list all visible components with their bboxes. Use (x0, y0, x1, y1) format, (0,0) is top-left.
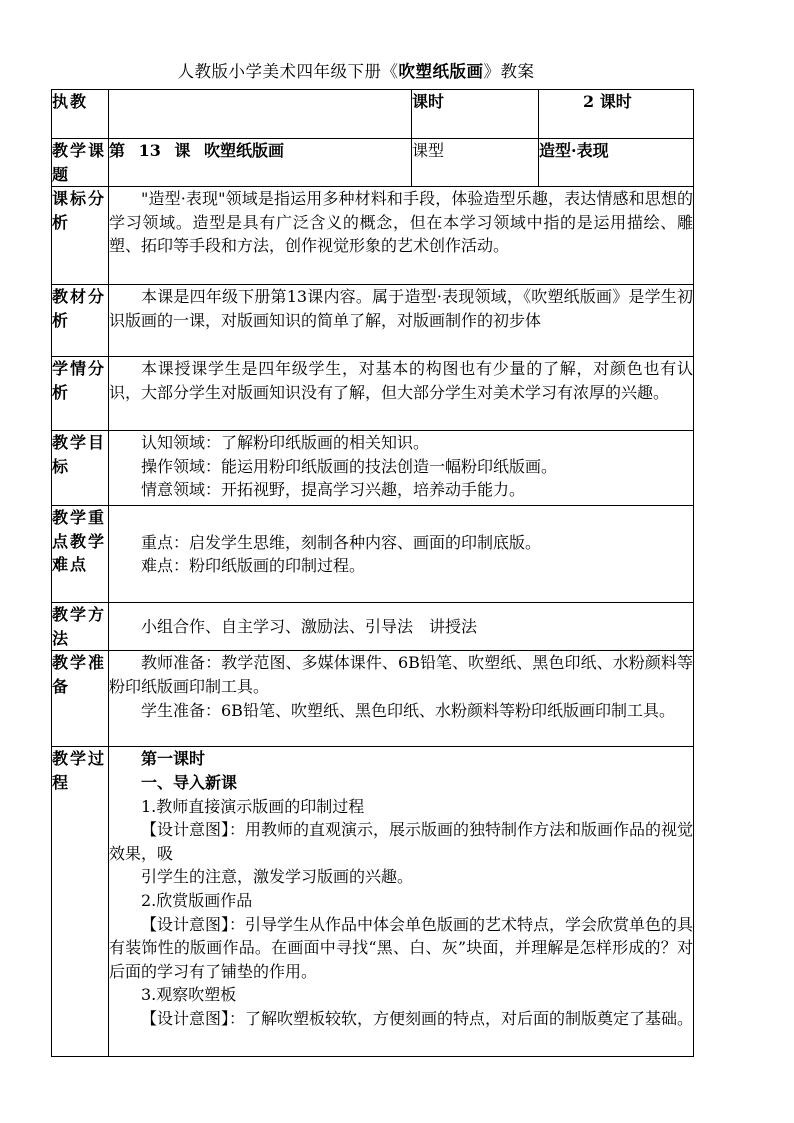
label-material: 教材分析 (52, 285, 109, 357)
row-topic (52, 139, 694, 187)
material-cell (109, 285, 694, 357)
topic-value: 第 13 课 吹塑纸版画 (109, 139, 412, 187)
standard-text: "造型·表现"领域是指运用多种材料和手段，体验造型乐趣，表达情感和思想的学习领域。造型是具有广泛含义的概念，但在本学习领域中指的是运用描绘、雕塑、拓印等手段和方法，创作视觉形象的艺术创作活动。 (109, 189, 693, 256)
label-prep: 教学准备 (52, 651, 109, 747)
label-topic: 教学课题 (52, 139, 109, 187)
prep-teacher: 教师准备：教学范图、多媒体课件、6B铅笔、吹塑纸、黑色印纸、水粉颜料等粉印纸版画印制工具。 (109, 653, 693, 696)
lesson-plan-table (51, 89, 694, 1057)
process-item-1: 1.教师直接演示版画的印制过程 (141, 796, 365, 816)
goal-affective: 情意领域：开拓视野，提高学习兴趣，培养动手能力。 (141, 480, 526, 500)
document-title (0, 58, 712, 82)
title-suffix: 》教案 (483, 62, 535, 81)
title-lesson: 吹塑纸版画 (398, 62, 484, 81)
goal-cognitive: 认知领域：了解粉印纸版画的相关知识。 (141, 433, 430, 453)
keypoint-focus: 重点：启发学生思维，刻制各种内容、画面的印制底版。 (141, 532, 542, 552)
label-student: 学情分析 (52, 357, 109, 431)
label-keypoints: 教学重点教学难点 (52, 506, 109, 603)
label-standard: 课标分析 (52, 187, 109, 285)
process-section-intro: 一、导入新课 (141, 772, 238, 792)
row-standard (52, 187, 694, 285)
goal-operation: 操作领域：能运用粉印纸版画的技法创造一幅粉印纸版画。 (141, 456, 558, 476)
student-cell (109, 357, 694, 431)
row-process (52, 747, 694, 1057)
row-teacher (52, 90, 694, 139)
student-text: 本课授课学生是四年级学生，对基本的构图也有少量的了解，对颜色也有认识，大部分学生对版画知识没有了解，但大部分学生对美术学习有浓厚的兴趣。 (109, 359, 693, 402)
label-goals: 教学目标 (52, 431, 109, 506)
row-material (52, 285, 694, 357)
process-period: 第一课时 (141, 749, 206, 769)
keypoints-cell (109, 506, 694, 603)
methods-cell (109, 603, 694, 651)
teacher-value (109, 90, 412, 139)
prep-cell (109, 651, 694, 747)
row-student (52, 357, 694, 431)
goals-cell (109, 431, 694, 506)
label-methods: 教学方法 (52, 603, 109, 651)
keypoint-difficulty: 难点：粉印纸版画的印制过程。 (141, 556, 366, 576)
process-intent-1b: 引学生的注意，激发学习版画的兴趣。 (141, 867, 414, 887)
prep-student: 学生准备：6B铅笔、吹塑纸、黑色印纸、水粉颜料等粉印纸版画印制工具。 (141, 700, 675, 720)
label-teacher: 执教 (52, 90, 109, 139)
title-prefix: 人教版小学美术四年级下册《 (177, 62, 399, 81)
process-item-2: 2.欣赏版画作品 (141, 890, 253, 910)
label-type: 课型 (412, 139, 539, 187)
process-intent-2: 【设计意图】：引导学生从作品中体会单色版画的艺术特点，学会欣赏单色的具有装饰性的版画作品。在画面中寻找“黑、白、灰”块面，并理解是怎样形成的？对后面的学习有了铺垫的作用。 (109, 914, 694, 981)
label-hours: 课时 (412, 90, 539, 139)
row-prep (52, 651, 694, 747)
label-process: 教学过程 (52, 747, 109, 1057)
row-methods (52, 603, 694, 651)
process-intent-3: 【设计意图】：了解吹塑板较软，方便刻画的特点，对后面的制版奠定了基础。 (141, 1008, 694, 1028)
row-goals (52, 431, 694, 506)
process-cell (109, 747, 694, 1057)
material-text: 本课是四年级下册第13课内容。属于造型·表现领域，《吹塑纸版画》是学生初识版画的一课，对版画知识的简单了解，对版画制作的初步体 (109, 287, 693, 330)
row-keypoints (52, 506, 694, 603)
methods-text: 小组合作、自主学习、激励法、引导法 讲授法 (141, 616, 478, 636)
hours-value: 2 课时 (539, 90, 694, 139)
type-value: 造型·表现 (539, 139, 694, 187)
standard-cell (109, 187, 694, 285)
process-item-3: 3.观察吹塑板 (141, 985, 237, 1005)
process-intent-1a: 【设计意图】：用教师的直观演示，展示版画的独特制作方法和版画作品的视觉效果，吸 (109, 820, 694, 863)
